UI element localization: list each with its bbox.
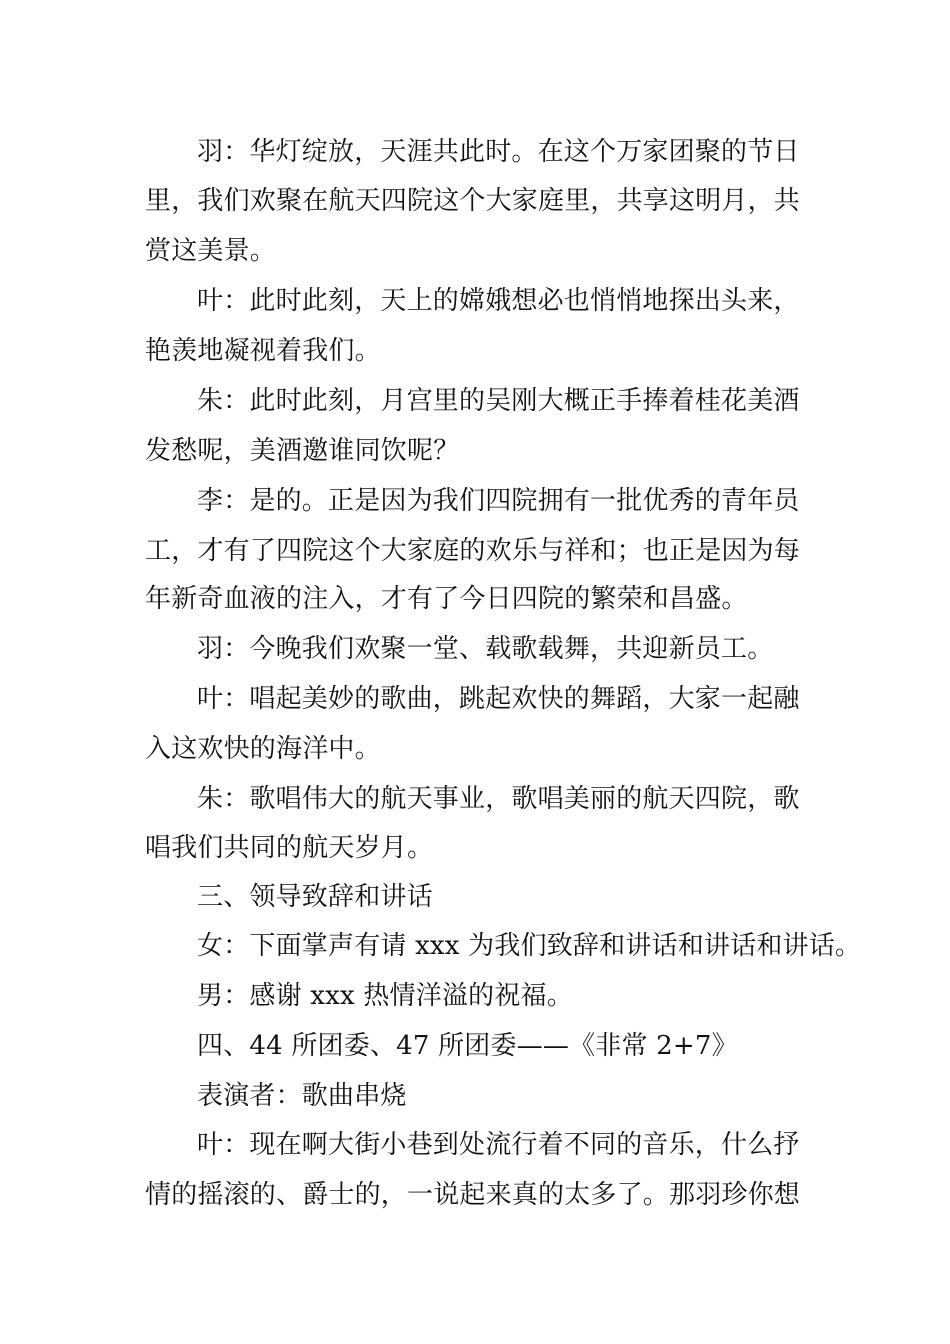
paragraph-line-4: 叶：此时此刻，天上的嫦娥想必也悄悄地探出头来， <box>197 286 800 316</box>
paragraph-line-18: 男：感谢 xxx 热情洋溢的祝福。 <box>197 981 573 1011</box>
paragraph-line-17: 女：下面掌声有请 xxx 为我们致辞和讲话和讲话和讲话。 <box>197 931 862 961</box>
paragraph-line-8: 李：是的。正是因为我们四院拥有一批优秀的青年员 <box>197 486 800 516</box>
paragraph-line-11: 羽：今晚我们欢聚一堂、载歌载舞，共迎新员工。 <box>197 634 774 664</box>
paragraph-line-6: 朱：此时此刻，月宫里的吴刚大概正手捧着桂花美酒 <box>197 386 800 416</box>
paragraph-line-15: 唱我们共同的航天岁月。 <box>145 833 434 863</box>
paragraph-line-14: 朱：歌唱伟大的航天事业，歌唱美丽的航天四院，歌 <box>197 784 800 814</box>
paragraph-line-2: 里，我们欢聚在航天四院这个大家庭里，共享这明月，共 <box>145 186 801 216</box>
paragraph-line-3: 赏这美景。 <box>145 236 277 266</box>
paragraph-line-5: 艳羡地凝视着我们。 <box>145 336 381 366</box>
paragraph-line-12: 叶：唱起美妙的歌曲，跳起欢快的舞蹈，大家一起融 <box>197 684 800 714</box>
paragraph-line-22: 情的摇滚的、爵士的，一说起来真的太多了。那羽珍你想 <box>145 1180 801 1210</box>
paragraph-line-13: 入这欢快的海洋中。 <box>145 734 381 764</box>
paragraph-line-7: 发愁呢，美酒邀谁同饮呢？ <box>145 436 460 466</box>
paragraph-line-21: 叶：现在啊大街小巷到处流行着不同的音乐，什么抒 <box>197 1130 800 1160</box>
section-heading-4: 四、44 所团委、47 所团委——《非常 2+7》 <box>197 1031 738 1061</box>
section-heading-3: 三、领导致辞和讲话 <box>197 882 433 912</box>
paragraph-line-1: 羽：华灯绽放，天涯共此时。在这个万家团聚的节日 <box>197 137 800 167</box>
performer-line: 表演者：歌曲串烧 <box>197 1081 407 1111</box>
paragraph-line-9: 工，才有了四院这个大家庭的欢乐与祥和；也正是因为每 <box>145 536 801 566</box>
paragraph-line-10: 年新奇血液的注入，才有了今日四院的繁荣和昌盛。 <box>145 584 748 614</box>
